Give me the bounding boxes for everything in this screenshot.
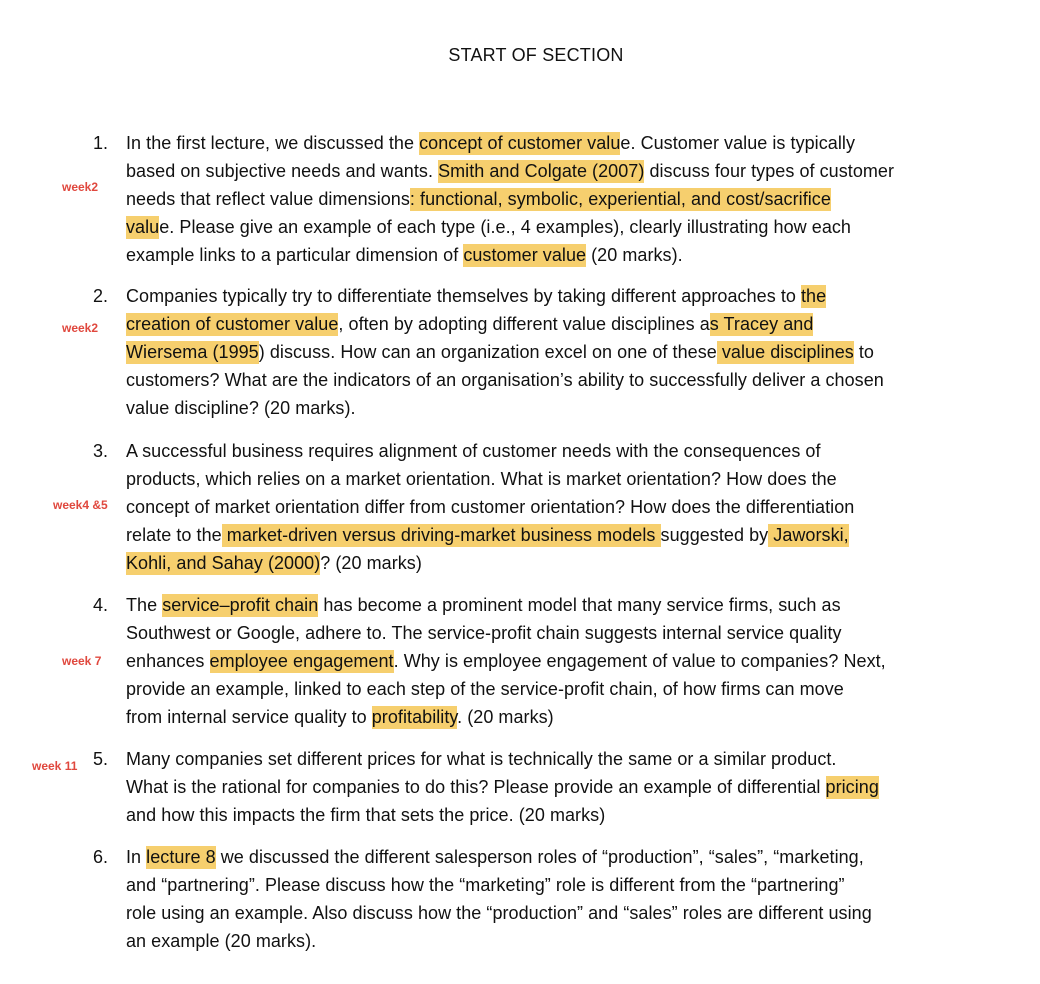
week-label: week4 &5 [53, 498, 108, 512]
text-run: Southwest or Google, adhere to. The service-profit chain suggests internal service quality [126, 623, 842, 643]
highlighted-text: value disciplines [716, 342, 854, 362]
text-run: and “partnering”. Please discuss how the “marketing” role is different from the “partnering” [126, 875, 845, 895]
question-line [126, 591, 956, 619]
question-number: 3. [93, 441, 109, 461]
question-line [126, 619, 956, 647]
question-line [126, 157, 956, 185]
highlighted-text: concept of customer valu [419, 133, 621, 153]
text-run: In [126, 847, 147, 867]
highlighted-text: Jaworski, [768, 525, 849, 545]
text-run: A successful business requires alignment of customer needs with the consequences of [126, 441, 821, 461]
question-line [126, 129, 956, 157]
text-run: e. Customer value is typically [620, 133, 855, 153]
question-line [126, 366, 956, 394]
text-run: ? (20 marks) [320, 553, 422, 573]
question-text [126, 745, 956, 829]
text-run: products, which relies on a market orientation. What is market orientation? How does the [126, 469, 837, 489]
text-run: to [853, 342, 874, 362]
highlighted-text: : functional, symbolic, experiential, and cost/sacrifice [409, 189, 831, 209]
question-number: 6. [93, 847, 109, 867]
question-line [126, 394, 956, 422]
question-line [126, 338, 956, 366]
question-line [126, 871, 956, 899]
highlighted-text: lecture 8 [146, 847, 216, 867]
question-line [126, 801, 956, 829]
text-run: discuss four types of customer [644, 161, 895, 181]
question-line [126, 703, 956, 731]
question-text [126, 843, 956, 955]
question-number: 4. [93, 595, 109, 615]
text-run: provide an example, linked to each step of the service-profit chain, of how firms can move [126, 679, 844, 699]
question-line [126, 899, 956, 927]
highlighted-text: pricing [825, 777, 879, 797]
question-line [126, 773, 956, 801]
question-line [126, 185, 956, 213]
question-line [126, 282, 956, 310]
text-run: an example (20 marks). [126, 931, 317, 951]
text-run: Many companies set different prices for what is technically the same or a similar product. [126, 749, 837, 769]
highlighted-text: employee engagement [209, 651, 394, 671]
text-run: In the first lecture, we discussed the [126, 133, 420, 153]
text-run: relate to the [126, 525, 222, 545]
question-text [126, 591, 956, 731]
question-line [126, 310, 956, 338]
text-run: example links to a particular dimension of [126, 245, 464, 265]
question-line [126, 843, 956, 871]
text-run: customers? What are the indicators of an organisation’s ability to successfully deliver a chosen [126, 370, 884, 390]
text-run: we discussed the different salesperson roles of “production”, “sales”, “marketing, [215, 847, 864, 867]
highlighted-text: valu [126, 217, 160, 237]
text-run: ) discuss. How can an organization excel on one of these [258, 342, 717, 362]
question-line [126, 521, 956, 549]
week-label: week 11 [32, 759, 78, 773]
text-run: based on subjective needs and wants. [126, 161, 439, 181]
question-line [126, 465, 956, 493]
question-line [126, 927, 956, 955]
question-text [126, 282, 956, 422]
question-line [126, 745, 956, 773]
question-line [126, 241, 956, 269]
text-run: (20 marks). [586, 245, 683, 265]
week-label: week2 [62, 180, 99, 194]
question-line [126, 493, 956, 521]
highlighted-text: creation of customer value [126, 314, 339, 334]
section-title: START OF SECTION [448, 45, 624, 65]
question-line [126, 675, 956, 703]
text-run: and how this impacts the firm that sets the price. (20 marks) [126, 805, 606, 825]
highlighted-text: Wiersema (1995 [126, 342, 259, 362]
question-number: 1. [93, 133, 109, 153]
question-number: 5. [93, 749, 109, 769]
text-run: . (20 marks) [457, 707, 554, 727]
highlighted-text: the [801, 286, 827, 306]
question-line [126, 437, 956, 465]
text-run: . Why is employee engagement of value to companies? Next, [393, 651, 886, 671]
text-run: from internal service quality to [126, 707, 372, 727]
text-run: enhances [126, 651, 210, 671]
highlighted-text: Smith and Colgate (2007) [438, 161, 645, 181]
text-run: What is the rational for companies to do this? Please provide an example of differential [126, 777, 826, 797]
question-line [126, 549, 956, 577]
question-text [126, 437, 956, 577]
text-run: Companies typically try to differentiate themselves by taking different approaches to [126, 286, 801, 306]
text-run: The [126, 595, 163, 615]
question-number: 2. [93, 286, 109, 306]
highlighted-text: s Tracey and [709, 314, 814, 334]
highlighted-text: service–profit chain [162, 595, 319, 615]
text-run: suggested by [660, 525, 769, 545]
week-label: week2 [62, 321, 99, 335]
week-label: week 7 [62, 654, 102, 668]
highlighted-text: customer value [463, 245, 587, 265]
text-run: has become a prominent model that many service firms, such as [318, 595, 841, 615]
highlighted-text: Kohli, and Sahay (2000) [126, 553, 321, 573]
text-run: needs that reflect value dimensions [126, 189, 410, 209]
question-line [126, 213, 956, 241]
highlighted-text: profitability [371, 707, 458, 727]
text-run: e. Please give an example of each type (i.e., 4 examples), clearly illustrating how each [159, 217, 851, 237]
highlighted-text: market-driven versus driving-market business models [221, 525, 661, 545]
question-line [126, 647, 956, 675]
text-run: concept of market orientation differ from customer orientation? How does the differentiation [126, 497, 855, 517]
text-run: , often by adopting different value disciplines a [338, 314, 710, 334]
question-text [126, 129, 956, 269]
text-run: value discipline? (20 marks). [126, 398, 356, 418]
text-run: role using an example. Also discuss how the “production” and “sales” roles are different using [126, 903, 872, 923]
